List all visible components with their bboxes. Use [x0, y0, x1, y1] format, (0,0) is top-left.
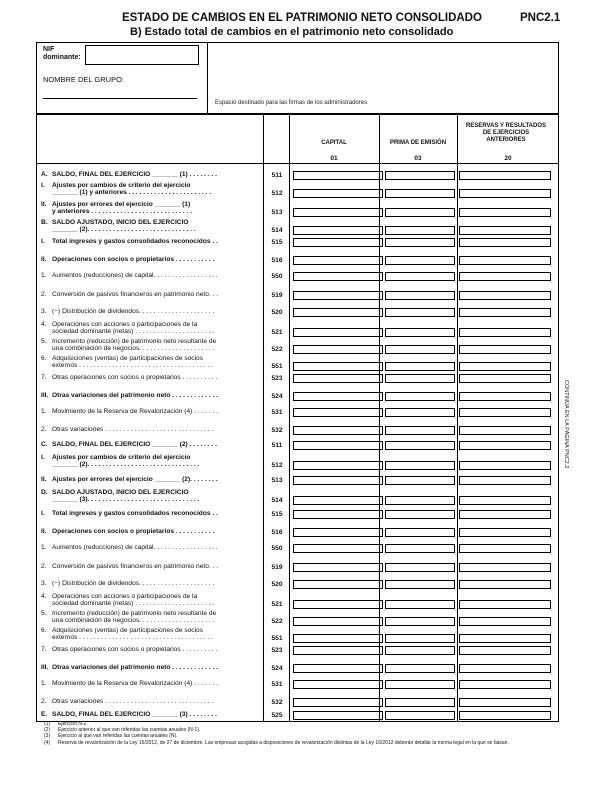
page-subtitle: B) Estado total de cambios en el patrimonio neto consolidado: [130, 26, 454, 38]
row-code: 551: [271, 363, 283, 370]
row-label: [41, 680, 263, 687]
prima-cell[interactable]: [385, 544, 455, 553]
equity-table: [36, 114, 559, 722]
row-text: Aumentos (reducciones) de capital. . . . . . . . . . . . . . . . . .: [52, 272, 218, 279]
row-label: [41, 610, 263, 625]
row-label: [41, 408, 263, 415]
capital-cell[interactable]: [293, 189, 383, 198]
row-prefix: 1.: [41, 680, 47, 687]
row-prefix: 2.: [41, 426, 47, 433]
grupo-field[interactable]: [43, 98, 197, 99]
prima-cell[interactable]: [385, 617, 455, 626]
row-label: [41, 272, 263, 279]
capital-cell[interactable]: [293, 544, 383, 553]
prima-cell[interactable]: [385, 528, 455, 537]
row-prefix: 4.: [41, 321, 47, 328]
row-label: [41, 426, 263, 433]
row-code: 515: [271, 511, 283, 518]
row-text: Otras variaciones del patrimonio neto . . . . . . . . . . . . .: [52, 392, 218, 399]
row-prefix: 2.: [41, 291, 47, 298]
row-code: 514: [271, 227, 283, 234]
reservas-cell[interactable]: [459, 272, 551, 281]
reservas-cell[interactable]: [459, 646, 551, 655]
prima-cell[interactable]: [385, 664, 455, 673]
row-prefix: E.: [41, 711, 48, 718]
row-label: [41, 171, 263, 178]
prima-cell[interactable]: [385, 291, 455, 300]
row-prefix: 2.: [41, 698, 47, 705]
row-text-continued: _______ (2). . . . . . . . . . . . . . . . . . . . . . . . . . . . . . .: [52, 461, 200, 469]
reservas-cell[interactable]: [459, 441, 551, 450]
footnote-number: (1): [44, 721, 51, 727]
capital-cell[interactable]: [293, 328, 383, 337]
prima-cell[interactable]: [385, 238, 455, 247]
row-prefix: I.: [41, 238, 45, 245]
row-prefix: 4.: [41, 593, 47, 600]
capital-cell[interactable]: [293, 580, 383, 589]
reservas-cell[interactable]: [459, 238, 551, 247]
row-code: 532: [271, 699, 283, 706]
row-code: 516: [271, 257, 283, 264]
row-prefix: 6.: [41, 627, 47, 634]
row-code: 524: [271, 393, 283, 400]
row-prefix: 5.: [41, 610, 47, 617]
row-prefix: 1.: [41, 408, 47, 415]
row-prefix: II.: [41, 528, 47, 535]
row-label: [41, 664, 263, 671]
row-code: 520: [271, 581, 283, 588]
capital-cell[interactable]: [293, 600, 383, 609]
capital-cell[interactable]: [293, 528, 383, 537]
prima-cell[interactable]: [385, 580, 455, 589]
row-text: Operaciones con socios o propietarios . . . . . . . . . . .: [52, 256, 215, 263]
capital-cell[interactable]: [293, 226, 383, 235]
row-text: Conversión de pasivos financieros en patrimonio neto. . .: [52, 563, 219, 570]
nif-label: NIF dominante:: [43, 46, 81, 61]
row-text: (−) Distribución de dividendos. . . . . . . . . . . . . . . . . . . . .: [52, 580, 215, 587]
prima-cell[interactable]: [385, 600, 455, 609]
col-code-capital: 01: [330, 155, 338, 162]
header-divider: [37, 163, 558, 164]
row-label: [41, 510, 263, 517]
row-code: 514: [271, 497, 283, 504]
row-code: 513: [271, 477, 283, 484]
prima-cell[interactable]: [385, 711, 455, 720]
row-prefix: II.: [41, 256, 47, 263]
row-label: [41, 308, 263, 315]
row-code: 512: [271, 190, 283, 197]
row-prefix: II.: [41, 201, 47, 208]
reservas-cell[interactable]: [459, 617, 551, 626]
row-label: [41, 238, 263, 245]
row-code: 520: [271, 309, 283, 316]
row-label: [41, 291, 263, 298]
row-text: Operaciones con acciones o participaciones de la: [52, 321, 198, 328]
row-label: [41, 392, 263, 399]
row-label: [41, 544, 263, 551]
row-label: [41, 355, 263, 370]
row-code: 511: [271, 172, 283, 179]
row-label: [41, 201, 263, 216]
row-text: Otras operaciones con socios o propietarios . . . . . . . . . .: [52, 646, 218, 653]
row-text: SALDO, FINAL DEL EJERCICIO _______ (1) . . . . . . . .: [52, 171, 218, 178]
row-prefix: III.: [41, 664, 49, 671]
reservas-cell[interactable]: [459, 408, 551, 417]
prima-cell[interactable]: [385, 646, 455, 655]
prima-cell[interactable]: [385, 308, 455, 317]
footnote-number: (3): [44, 733, 51, 740]
capital-cell[interactable]: [293, 441, 383, 450]
capital-cell[interactable]: [293, 362, 383, 371]
prima-cell[interactable]: [385, 189, 455, 198]
row-text: Movimiento de la Reserva de Revalorización (4) . . . . . . .: [52, 680, 219, 687]
capital-cell[interactable]: [293, 392, 383, 401]
row-label: [41, 627, 263, 642]
prima-cell[interactable]: [385, 171, 455, 180]
row-text-continued: sociedad dominante (netas) . . . . . . . . . . . . . . . . . . . . . .: [52, 328, 214, 336]
capital-cell[interactable]: [293, 461, 383, 470]
row-prefix: II.: [41, 476, 47, 483]
prima-cell[interactable]: [385, 208, 455, 217]
reservas-cell[interactable]: [459, 698, 551, 707]
firma-text: Espacio destinado para las firmas de los administradores: [215, 100, 368, 106]
capital-cell[interactable]: [293, 711, 383, 720]
row-text: Otras variaciones . . . . . . . . . . . . . . . . . . . . . . . . . . . . . .: [52, 698, 214, 705]
row-code: 521: [271, 601, 283, 608]
row-code: 550: [271, 545, 283, 552]
reservas-cell[interactable]: [459, 208, 551, 217]
prima-cell[interactable]: [385, 345, 455, 354]
prima-cell[interactable]: [385, 426, 455, 435]
nif-field[interactable]: [85, 45, 199, 65]
side-note-text: CONTINÚA EN LA PÁGINA PNC2.2: [563, 380, 569, 469]
reservas-cell[interactable]: [459, 226, 551, 235]
row-prefix: I.: [41, 454, 45, 461]
capital-cell[interactable]: [293, 680, 383, 689]
col-divider: [263, 115, 264, 721]
row-prefix: 1.: [41, 272, 47, 279]
capital-cell[interactable]: [293, 374, 383, 383]
reservas-cell[interactable]: [459, 256, 551, 265]
row-label: [41, 256, 263, 263]
reservas-cell[interactable]: [459, 563, 551, 572]
row-text: Incremento (reducción) de patrimonio neto resultante de: [52, 338, 217, 345]
capital-cell[interactable]: [293, 510, 383, 519]
footnote-number: (4): [44, 739, 51, 746]
reservas-cell[interactable]: [459, 476, 551, 485]
reservas-cell[interactable]: [459, 664, 551, 673]
row-label: [41, 374, 263, 381]
col-divider: [457, 115, 458, 721]
reservas-cell[interactable]: [459, 374, 551, 383]
identification-panel: [37, 43, 208, 113]
reservas-cell[interactable]: [459, 680, 551, 689]
row-prefix: 7.: [41, 646, 47, 653]
row-prefix: 5.: [41, 338, 47, 345]
reservas-cell[interactable]: [459, 345, 551, 354]
page-title: ESTADO DE CAMBIOS EN EL PATRIMONIO NETO CONSOLIDADO: [122, 12, 482, 24]
capital-cell[interactable]: [293, 634, 383, 643]
row-code: 523: [271, 375, 283, 382]
capital-cell[interactable]: [293, 272, 383, 281]
row-code: 512: [271, 462, 283, 469]
row-text: Adquisiciones (ventas) de participaciones de socios: [52, 627, 204, 634]
row-text: Otras operaciones con socios o propietarios . . . . . . . . . .: [52, 374, 218, 381]
reservas-cell[interactable]: [459, 634, 551, 643]
row-text: Ajustes por cambios de criterio del ejercicio: [52, 454, 191, 461]
row-code: 513: [271, 209, 283, 216]
prima-cell[interactable]: [385, 392, 455, 401]
row-text: Operaciones con acciones o participaciones de la: [52, 593, 198, 600]
prima-cell[interactable]: [385, 272, 455, 281]
prima-cell[interactable]: [385, 362, 455, 371]
col-divider: [289, 115, 290, 721]
row-text: Total ingresos y gastos consolidados reconocidos . .: [52, 238, 218, 245]
reservas-cell[interactable]: [459, 580, 551, 589]
row-text: Ajustes por errores del ejercicio _______ (1): [52, 201, 191, 208]
capital-cell[interactable]: [293, 291, 383, 300]
row-text: Adquisiciones (ventas) de participaciones de socios: [52, 355, 204, 362]
row-code: 523: [271, 647, 283, 654]
reservas-cell[interactable]: [459, 426, 551, 435]
row-text: (−) Distribución de dividendos. . . . . . . . . . . . . . . . . . . . .: [52, 308, 215, 315]
row-text: Otras variaciones . . . . . . . . . . . . . . . . . . . . . . . . . . . . . .: [52, 426, 214, 433]
row-text: SALDO AJUSTADO, INICIO DEL EJERCICIO: [52, 489, 189, 496]
row-text: Total ingresos y gastos consolidados reconocidos . .: [52, 510, 218, 517]
row-label: [41, 338, 263, 353]
footnote-text: Reserva de revalorización de la Ley 16/2012, de 27 de diciembre. Las empresas acogidas a disposiciones de revalorización distintas de la Ley 16/2012 deberán detallar la norma legal en la que se basan.: [58, 739, 509, 746]
row-code: 519: [271, 292, 283, 299]
prima-cell[interactable]: [385, 680, 455, 689]
col-header-capital: CAPITAL: [321, 140, 347, 146]
row-text-continued: sociedad dominante (netas) . . . . . . . . . . . . . . . . . . . . . .: [52, 600, 214, 608]
row-text-continued: externos . . . . . . . . . . . . . . . . . . . . . . . . . . . . . . . . . . . . .: [52, 634, 213, 642]
capital-cell[interactable]: [293, 426, 383, 435]
capital-cell[interactable]: [293, 476, 383, 485]
form-code: PNC2.1: [520, 12, 561, 24]
capital-cell[interactable]: [293, 308, 383, 317]
row-text: Ajustes por errores del ejercicio _______ (2). . . . . . . .: [52, 476, 218, 483]
row-prefix: 3.: [41, 308, 47, 315]
capital-cell[interactable]: [293, 617, 383, 626]
reservas-cell[interactable]: [459, 392, 551, 401]
capital-cell[interactable]: [293, 345, 383, 354]
row-text-continued: una combinación de negocios. . . . . . . . . . . . . . . . . . . . .: [52, 345, 215, 353]
row-text-continued: externos . . . . . . . . . . . . . . . . . . . . . . . . . . . . . . . . . . . . .: [52, 362, 213, 370]
row-prefix: III.: [41, 392, 49, 399]
prima-cell[interactable]: [385, 563, 455, 572]
reservas-cell[interactable]: [459, 711, 551, 720]
prima-cell[interactable]: [385, 510, 455, 519]
reservas-cell[interactable]: [459, 291, 551, 300]
reservas-cell[interactable]: [459, 510, 551, 519]
capital-cell[interactable]: [293, 646, 383, 655]
row-text: Conversión de pasivos financieros en patrimonio neto. . .: [52, 291, 219, 298]
prima-cell[interactable]: [385, 328, 455, 337]
row-text: Incremento (reducción) de patrimonio neto resultante de: [52, 610, 217, 617]
row-code: 532: [271, 427, 283, 434]
capital-cell[interactable]: [293, 563, 383, 572]
row-label: [41, 646, 263, 653]
row-code: 515: [271, 239, 283, 246]
col-header-reservas: RESERVAS Y RESULTADOS DE EJERCICIOS ANTERIORES: [465, 123, 547, 143]
capital-cell[interactable]: [293, 256, 383, 265]
row-text: Aumentos (reducciones) de capital. . . . . . . . . . . . . . . . . .: [52, 544, 218, 551]
row-prefix: B.: [41, 219, 48, 226]
row-text: SALDO, FINAL DEL EJERCICIO _______ (2) . . . . . . . .: [52, 441, 218, 448]
col-code-reservas: 20: [504, 155, 512, 162]
capital-cell[interactable]: [293, 496, 383, 505]
side-note: [560, 380, 570, 480]
reservas-cell[interactable]: [459, 362, 551, 371]
footnote: [44, 740, 509, 746]
footnote-text: Ejercicio anterior al que van referidas las cuentas anuales (N-1).: [58, 727, 201, 734]
row-prefix: 2.: [41, 563, 47, 570]
row-code: 524: [271, 665, 283, 672]
row-label: [41, 711, 263, 718]
row-code: 522: [271, 618, 283, 625]
prima-cell[interactable]: [385, 634, 455, 643]
row-code: 516: [271, 529, 283, 536]
capital-cell[interactable]: [293, 698, 383, 707]
capital-cell[interactable]: [293, 208, 383, 217]
row-text-continued: _______ (1) y anteriores . . . . . . . . . . . . . . . . . . . . . . .: [52, 189, 212, 197]
grupo-label: NOMBRE DEL GRUPO:: [43, 75, 124, 84]
reservas-cell[interactable]: [459, 189, 551, 198]
capital-cell[interactable]: [293, 238, 383, 247]
row-text: SALDO AJUSTADO, INICIO DEL EJERCICIO: [52, 219, 189, 226]
row-code: 511: [271, 442, 283, 449]
row-code: 551: [271, 635, 283, 642]
prima-cell[interactable]: [385, 476, 455, 485]
prima-cell[interactable]: [385, 256, 455, 265]
capital-cell[interactable]: [293, 408, 383, 417]
reservas-cell[interactable]: [459, 171, 551, 180]
row-label: [41, 580, 263, 587]
row-text: SALDO, FINAL DEL EJERCICIO _______ (3) . . . . . . . .: [52, 711, 218, 718]
row-label: [41, 593, 263, 608]
row-code: 519: [271, 564, 283, 571]
reservas-cell[interactable]: [459, 528, 551, 537]
row-code: 531: [271, 681, 283, 688]
row-label: [41, 563, 263, 570]
reservas-cell[interactable]: [459, 600, 551, 609]
col-header-prima: PRIMA DE EMISIÓN: [389, 140, 447, 146]
row-label: [41, 489, 263, 504]
row-prefix: D.: [41, 489, 48, 496]
row-text: Movimiento de la Reserva de Revalorización (4) . . . . . . .: [52, 408, 219, 415]
reservas-cell[interactable]: [459, 308, 551, 317]
row-prefix: A.: [41, 171, 48, 178]
col-divider: [379, 115, 380, 721]
row-code: 531: [271, 409, 283, 416]
reservas-cell[interactable]: [459, 544, 551, 553]
row-prefix: I.: [41, 510, 45, 517]
row-label: [41, 219, 263, 234]
row-prefix: I.: [41, 182, 45, 189]
row-label: [41, 182, 263, 197]
footnote-number: (2): [44, 727, 51, 734]
row-text: Ajustes por cambios de criterio del ejercicio: [52, 182, 191, 189]
reservas-cell[interactable]: [459, 328, 551, 337]
footnote-text: Ejercicio N-2.: [58, 721, 88, 727]
row-text: Otras variaciones del patrimonio neto . . . . . . . . . . . . .: [52, 664, 218, 671]
row-prefix: 7.: [41, 374, 47, 381]
row-code: 525: [271, 712, 283, 719]
prima-cell[interactable]: [385, 496, 455, 505]
prima-cell[interactable]: [385, 408, 455, 417]
row-text-continued: una combinación de negocios. . . . . . . . . . . . . . . . . . . . .: [52, 617, 215, 625]
row-text: Operaciones con socios o propietarios . . . . . . . . . . .: [52, 528, 215, 535]
prima-cell[interactable]: [385, 226, 455, 235]
row-text-continued: y anteriores . . . . . . . . . . . . . . . . . . . . . . . . . . . .: [52, 208, 192, 216]
row-prefix: C.: [41, 441, 48, 448]
row-label: [41, 476, 263, 483]
row-text-continued: _______ (3). . . . . . . . . . . . . . . . . . . . . . . . . . . . . . .: [52, 496, 200, 504]
prima-cell[interactable]: [385, 441, 455, 450]
row-label: [41, 528, 263, 535]
row-text-continued: _______ (2). . . . . . . . . . . . . . . . . . . . . . . . . . . . . .: [52, 226, 196, 234]
row-code: 550: [271, 273, 283, 280]
row-prefix: 1.: [41, 544, 47, 551]
row-prefix: 6.: [41, 355, 47, 362]
reservas-cell[interactable]: [459, 496, 551, 505]
row-label: [41, 441, 263, 448]
capital-cell[interactable]: [293, 171, 383, 180]
row-code: 522: [271, 346, 283, 353]
footnotes: [44, 721, 509, 746]
row-label: [41, 698, 263, 705]
prima-cell[interactable]: [385, 374, 455, 383]
header-box: [36, 42, 559, 114]
capital-cell[interactable]: [293, 664, 383, 673]
col-code-prima: 03: [414, 155, 422, 162]
prima-cell[interactable]: [385, 461, 455, 470]
row-code: 521: [271, 329, 283, 336]
footnote-text: Ejercicio al que van referidas las cuentas anuales (N).: [58, 733, 178, 740]
reservas-cell[interactable]: [459, 461, 551, 470]
row-label: [41, 321, 263, 336]
row-label: [41, 454, 263, 469]
row-prefix: 3.: [41, 580, 47, 587]
prima-cell[interactable]: [385, 698, 455, 707]
